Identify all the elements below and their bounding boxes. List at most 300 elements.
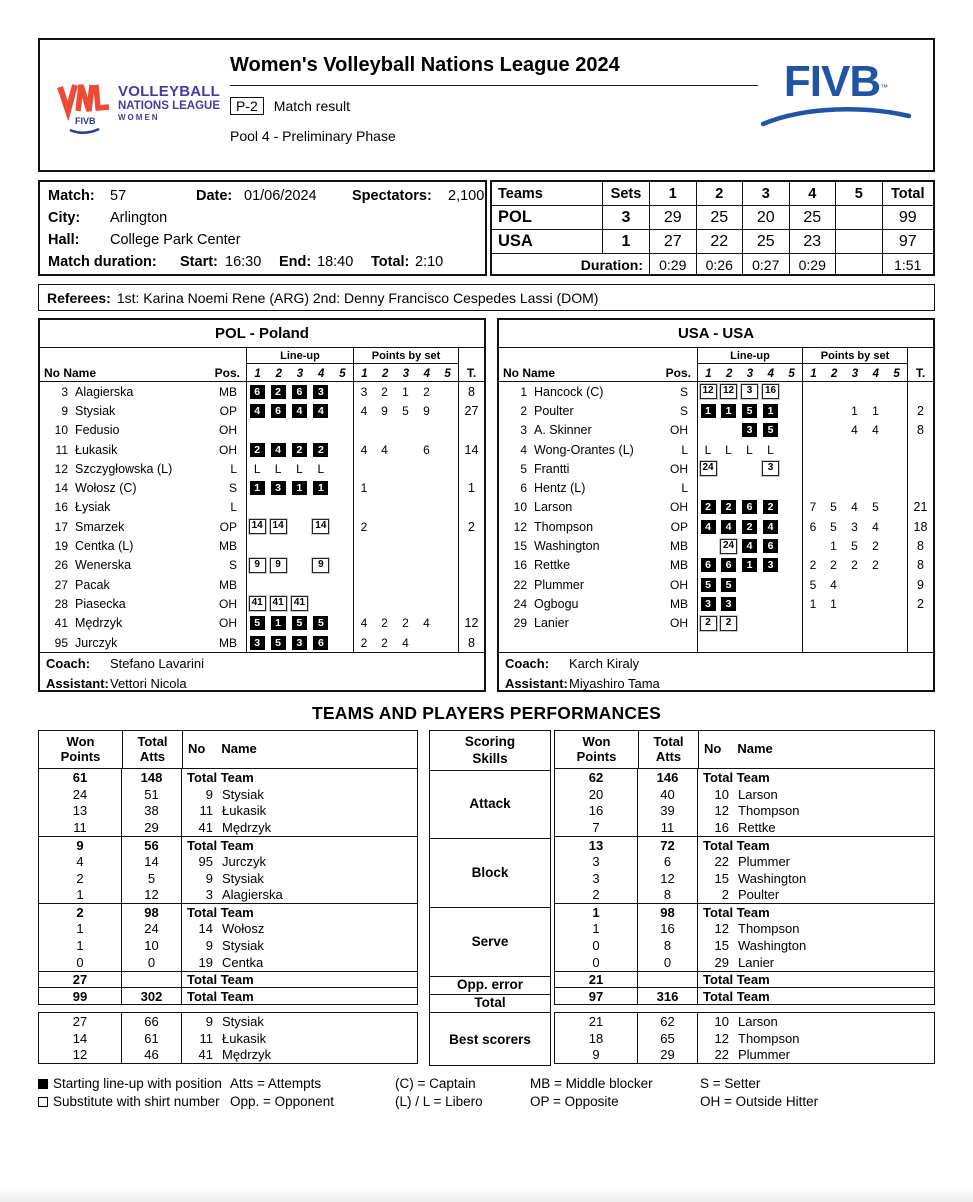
- total-atts: 61: [122, 1030, 182, 1047]
- player-row: [499, 614, 933, 633]
- set4-duration: 0:29: [789, 253, 836, 276]
- lineup-set4: [760, 478, 781, 497]
- won-points: 18: [555, 1030, 638, 1047]
- points-set5: [886, 421, 907, 440]
- title-divider: [230, 85, 758, 86]
- best-scorer-row: [39, 1047, 417, 1064]
- duration-label: Match duration:: [48, 254, 157, 270]
- player-name: Thompson: [738, 921, 800, 937]
- points-set1: [353, 498, 374, 517]
- legend-row2: [38, 1092, 938, 1110]
- points-set3: 4: [851, 500, 858, 515]
- col-header-won-points: Won Points: [576, 733, 617, 764]
- player-position: MB: [670, 596, 688, 611]
- lineup-set4: [310, 421, 331, 440]
- player-number: 3: [61, 384, 68, 399]
- points-set3: [395, 594, 416, 613]
- player-position: S: [679, 384, 688, 399]
- player-number: 16: [54, 500, 68, 515]
- lineup-set3: [739, 575, 760, 594]
- legend-op: OP = Opposite: [530, 1093, 619, 1109]
- coach-name: Karch Kiraly: [569, 655, 640, 671]
- form-label: Match result: [273, 98, 351, 114]
- player-name: Hancock (C): [534, 384, 604, 399]
- player-number: 24: [513, 596, 527, 611]
- player-name: Stysiak: [75, 403, 116, 418]
- player-number: 12: [714, 921, 729, 937]
- won-points: 20: [555, 786, 638, 803]
- points-set3: [844, 382, 865, 401]
- player-name: Alagierska: [222, 887, 283, 903]
- lineup-set1: [246, 421, 267, 440]
- best-scorer-row: [555, 1030, 934, 1047]
- player-number: 15: [714, 937, 729, 953]
- player-number: 11: [199, 1030, 213, 1046]
- form-row: [230, 97, 758, 115]
- points-set3: 3: [851, 519, 858, 534]
- vnl-line3: WOMEN: [118, 112, 160, 122]
- perf-row: [555, 937, 934, 954]
- points-set2: 5: [830, 500, 837, 515]
- perf-row: [39, 987, 417, 1004]
- points-set4: 2: [872, 539, 879, 554]
- points-total: [458, 594, 484, 613]
- player-number: 14: [198, 921, 213, 937]
- player-row: [499, 421, 933, 440]
- total-atts: 29: [122, 819, 182, 836]
- won-points: 13: [555, 837, 638, 853]
- player-name: Piasecka: [75, 596, 126, 611]
- player-name: Thompson: [738, 803, 800, 819]
- won-points: 2: [39, 870, 122, 887]
- player-position: OP: [219, 403, 237, 418]
- won-points: 1: [39, 937, 122, 954]
- vnl-line1: VOLLEYBALL: [118, 83, 220, 100]
- lineup-set3: 1: [289, 478, 310, 497]
- player-row: [40, 517, 484, 536]
- points-group-header: Points by set 1 2 3 4 5: [353, 348, 458, 381]
- player-name: Larson: [738, 1013, 778, 1029]
- player-number: 26: [54, 558, 68, 573]
- lineup-set2: 12: [718, 382, 739, 401]
- player-number: 10: [714, 1013, 729, 1029]
- won-points: 4: [39, 853, 122, 870]
- won-points: 24: [39, 786, 122, 803]
- team-table-header: [40, 348, 484, 382]
- player-position: OH: [219, 596, 237, 611]
- points-set2: 1: [830, 596, 837, 611]
- match-date: 01/06/2024: [244, 188, 317, 204]
- player-name: A. Skinner: [534, 423, 592, 438]
- perf-row: [39, 836, 417, 853]
- performance-table-pol: [38, 730, 418, 1005]
- set3-score: 25: [742, 229, 789, 253]
- player-position: OH: [219, 616, 237, 631]
- title-block: [230, 54, 758, 144]
- player-position: OH: [670, 577, 688, 592]
- points-set5: [437, 556, 458, 575]
- player-row: [40, 478, 484, 497]
- lineup-set3: [289, 536, 310, 555]
- lineup-set4: 9: [310, 556, 331, 575]
- points-set3: [395, 478, 416, 497]
- points-set5: [437, 478, 458, 497]
- total-atts: [638, 972, 698, 988]
- perf-row: [39, 870, 417, 887]
- points-set4: [416, 421, 437, 440]
- lineup-set5: [781, 459, 802, 478]
- match-label: Match:: [48, 188, 95, 204]
- player-number: 3: [205, 887, 213, 903]
- lineup-set5: [332, 382, 353, 401]
- skill-attack: Attack: [430, 770, 550, 838]
- player-name: Jurczyk: [75, 635, 118, 650]
- end-time: 18:40: [317, 254, 354, 270]
- won-points: 2: [39, 904, 122, 920]
- points-set3: [844, 594, 865, 613]
- player-number: 17: [54, 519, 68, 534]
- team-code: USA: [492, 229, 602, 253]
- lineup-set1: [246, 536, 267, 555]
- score-row-usa: [492, 229, 933, 253]
- lineup-set5: [332, 440, 353, 459]
- won-points: 7: [555, 819, 638, 836]
- points-set2: [374, 575, 395, 594]
- player-name: Rettke: [534, 558, 571, 573]
- legend-starting: Starting line-up with position: [53, 1075, 222, 1091]
- points-total: 27: [458, 401, 484, 420]
- points-total: 8: [907, 556, 933, 575]
- total-duration: 1:51: [882, 253, 934, 276]
- points-set1: [802, 421, 823, 440]
- player-number: 95: [54, 635, 68, 650]
- points-set4: [416, 575, 437, 594]
- lineup-set5: [781, 517, 802, 536]
- total-score: 97: [882, 229, 934, 253]
- lineup-set5: [781, 382, 802, 401]
- lineup-set5: [332, 459, 353, 478]
- total-atts: 12: [122, 887, 182, 904]
- scoring-skills-header: Scoring Skills: [464, 734, 516, 766]
- spectators-label: Spectators:: [352, 188, 432, 204]
- player-number: 15: [714, 870, 729, 886]
- points-total: [907, 382, 933, 401]
- start-time: 16:30: [225, 254, 262, 270]
- points-set1: 3: [353, 382, 374, 401]
- player-name: Plummer: [534, 577, 585, 592]
- won-points: 99: [39, 988, 122, 1004]
- points-set4: [865, 614, 886, 633]
- player-position: OP: [670, 519, 688, 534]
- skill-opp-error: Opp. error: [430, 976, 550, 994]
- lineup-set1: [246, 498, 267, 517]
- player-position: MB: [219, 577, 237, 592]
- points-set4: [416, 517, 437, 536]
- score-table: [490, 180, 935, 276]
- player-name: Larson: [534, 500, 573, 515]
- player-row: [40, 382, 484, 401]
- total-time: 2:10: [415, 254, 444, 270]
- player-name: Poulter: [534, 403, 574, 418]
- lineup-set1: 1: [246, 478, 267, 497]
- assistant-label: Assistant:: [505, 675, 568, 691]
- points-set4: [416, 633, 437, 652]
- fivb-logo-text: FIVB: [783, 57, 881, 106]
- player-name: Total Team: [703, 769, 770, 785]
- points-set1: [802, 459, 823, 478]
- won-points: 21: [555, 1013, 638, 1030]
- lineup-set3: 3: [739, 382, 760, 401]
- lineup-set1: L: [246, 459, 267, 478]
- points-set5: [437, 633, 458, 652]
- points-total: 21: [907, 498, 933, 517]
- score-duration-row: [492, 253, 933, 276]
- lineup-set3: 4: [739, 536, 760, 555]
- lineup-set1: 2: [246, 440, 267, 459]
- lineup-set5: [332, 575, 353, 594]
- lineup-set2: [267, 575, 288, 594]
- col-header-no-name: No Name: [698, 731, 934, 768]
- lineup-group-header: Line-up 1 2 3 4 5: [246, 348, 353, 381]
- player-position: L: [681, 481, 688, 496]
- lineup-set3: L: [296, 461, 303, 476]
- lineup-set5: [332, 614, 353, 633]
- points-set2: [823, 614, 844, 633]
- col-header-no-name: No Name: [44, 366, 97, 380]
- points-set1: 2: [353, 517, 374, 536]
- team-table-usa: [497, 318, 935, 692]
- points-total: [907, 440, 933, 459]
- col-header-total: T.: [907, 348, 933, 381]
- points-set2: [374, 459, 395, 478]
- perf-row: [555, 870, 934, 887]
- points-set4: [865, 575, 886, 594]
- lineup-set5: [332, 536, 353, 555]
- lineup-set5: [781, 498, 802, 517]
- points-set4: [865, 633, 886, 652]
- points-set5: [886, 478, 907, 497]
- spectators-value: 2,100: [448, 188, 485, 204]
- points-set1: 7: [802, 498, 823, 517]
- legend-setter: S = Setter: [700, 1075, 761, 1091]
- perf-row: [39, 853, 417, 870]
- points-set5: [437, 614, 458, 633]
- lineup-set1: 5: [246, 614, 267, 633]
- perf-row: [555, 954, 934, 971]
- points-set4: [865, 594, 886, 613]
- total-atts: [122, 972, 182, 988]
- legend-substitute: Substitute with shirt number: [53, 1093, 220, 1109]
- set1-score: 29: [649, 205, 696, 229]
- scoring-skills-column: [429, 730, 551, 1013]
- points-set2: [823, 421, 844, 440]
- total-atts: 0: [122, 954, 182, 971]
- points-set1: 1: [353, 478, 374, 497]
- score-header-set4: 4: [789, 182, 836, 205]
- player-number: 11: [55, 442, 68, 457]
- lineup-set4: [760, 614, 781, 633]
- points-set5: [886, 498, 907, 517]
- points-total: 8: [458, 633, 484, 652]
- player-name: Rettke: [738, 820, 776, 836]
- player-name: Larson: [738, 786, 778, 802]
- set1-duration: 0:29: [649, 253, 696, 276]
- points-set2: 2: [381, 384, 388, 399]
- player-name: Total Team: [703, 971, 770, 987]
- points-total: 2: [458, 517, 484, 536]
- lineup-set3: [289, 498, 310, 517]
- points-set3: [395, 517, 416, 536]
- player-name: Fedusio: [75, 423, 120, 438]
- lineup-set5: [332, 421, 353, 440]
- points-set5: [886, 517, 907, 536]
- player-number: 19: [198, 954, 213, 970]
- player-number: 14: [54, 481, 68, 496]
- won-points: 62: [555, 769, 638, 786]
- best-scorers-label-box: Best scorers: [429, 1012, 551, 1066]
- player-position: MB: [219, 539, 237, 554]
- player-row: [499, 556, 933, 575]
- points-set5: [886, 459, 907, 478]
- lineup-set5: [332, 517, 353, 536]
- legend-captain: (C) = Captain: [395, 1075, 476, 1091]
- player-name: Mędrzyk: [222, 1047, 272, 1063]
- total-atts: 14: [122, 853, 182, 870]
- player-number: 15: [513, 539, 527, 554]
- lineup-set2: 14: [267, 517, 288, 536]
- points-set2: [823, 440, 844, 459]
- duration-row-label: Duration:: [492, 253, 649, 276]
- total-atts: 98: [122, 904, 182, 920]
- player-name: Stysiak: [222, 786, 264, 802]
- lineup-set1: 3: [697, 594, 718, 613]
- points-set4: [416, 459, 437, 478]
- sets-won: 3: [602, 205, 649, 229]
- total-atts: 16: [638, 920, 698, 937]
- perf-row: [555, 769, 934, 786]
- player-name: Total Team: [187, 988, 254, 1004]
- lineup-set3: [289, 575, 310, 594]
- team-table-pol: [38, 318, 486, 692]
- set1-score: 27: [649, 229, 696, 253]
- coach-section: [40, 652, 484, 693]
- set2-score: 22: [696, 229, 743, 253]
- player-name: Plummer: [738, 1047, 791, 1063]
- lineup-set2: 1: [718, 401, 739, 420]
- player-position: OH: [219, 442, 237, 457]
- points-set5: [437, 401, 458, 420]
- won-points: 21: [555, 972, 638, 988]
- player-number: 11: [199, 803, 213, 819]
- lineup-set2: [267, 498, 288, 517]
- score-header-set2: 2: [696, 182, 743, 205]
- player-name: Hentz (L): [534, 481, 586, 496]
- points-set3: [844, 575, 865, 594]
- perf-row: [555, 819, 934, 836]
- lineup-set1: 24: [697, 459, 718, 478]
- total-atts: 24: [122, 920, 182, 937]
- set3-duration: 0:27: [742, 253, 789, 276]
- points-set1: 4: [353, 614, 374, 633]
- lineup-set2: L: [725, 442, 732, 457]
- perf-row: [39, 937, 417, 954]
- player-name: Lanier: [738, 954, 775, 970]
- points-set2: 4: [830, 577, 837, 592]
- player-name: Wołosz (C): [75, 481, 137, 496]
- lineup-set5: [332, 633, 353, 652]
- player-row: [499, 401, 933, 420]
- points-set3: [395, 440, 416, 459]
- best-scorers-pol: [38, 1012, 418, 1064]
- set5-score: [835, 229, 882, 253]
- points-total: [907, 459, 933, 478]
- player-row: [499, 440, 933, 459]
- points-set2: [374, 517, 395, 536]
- points-set1: [802, 382, 823, 401]
- points-set2: [374, 536, 395, 555]
- score-header-set5: 5: [835, 182, 882, 205]
- points-set4: 2: [872, 558, 879, 573]
- player-number: 28: [54, 596, 68, 611]
- lineup-set2: [718, 478, 739, 497]
- perf-row: [39, 786, 417, 803]
- player-number: 27: [54, 577, 68, 592]
- sets-won: 1: [602, 229, 649, 253]
- lineup-set1: 6: [246, 382, 267, 401]
- lineup-set4: 3: [310, 382, 331, 401]
- points-set4: 6: [423, 442, 430, 457]
- legend: [38, 1074, 938, 1110]
- total-atts: 8: [638, 937, 698, 954]
- lineup-set5: [781, 440, 802, 459]
- lineup-set1: [697, 536, 718, 555]
- svg-text:FIVB: FIVB: [75, 116, 96, 126]
- won-points: 3: [555, 870, 638, 887]
- lineup-set4: [310, 594, 331, 613]
- lineup-set4: [760, 594, 781, 613]
- city-label: City:: [48, 210, 81, 226]
- points-set2: [823, 459, 844, 478]
- performances-title: TEAMS AND PLAYERS PERFORMANCES: [312, 703, 661, 723]
- points-total: 2: [907, 594, 933, 613]
- lineup-set1: [697, 478, 718, 497]
- perf-row: [555, 903, 934, 920]
- total-atts: 0: [638, 954, 698, 971]
- player-number: 95: [198, 853, 213, 869]
- score-row-pol: [492, 205, 933, 229]
- points-set4: [416, 536, 437, 555]
- vnl-line2: NATIONS LEAGUE: [118, 99, 221, 112]
- coach-label: Coach:: [505, 655, 550, 671]
- best-scorer-row: [39, 1013, 417, 1030]
- vnl-logo-text: [118, 84, 220, 122]
- won-points: 9: [555, 1047, 638, 1064]
- points-set1: [802, 440, 823, 459]
- points-total: 8: [907, 536, 933, 555]
- points-total: 1: [458, 478, 484, 497]
- player-row: [40, 594, 484, 613]
- match-info-row4: [40, 251, 485, 273]
- points-set1: [353, 421, 374, 440]
- perf-row: [39, 819, 417, 836]
- total-atts: 51: [122, 786, 182, 803]
- score-header-teams: Teams: [498, 185, 543, 202]
- performance-table-usa: [554, 730, 935, 1005]
- points-set4: 5: [872, 500, 879, 515]
- lineup-set1: [697, 633, 718, 652]
- form-code-badge: P-2: [230, 97, 264, 115]
- lineup-group-header: Line-up 1 2 3 4 5: [697, 348, 802, 381]
